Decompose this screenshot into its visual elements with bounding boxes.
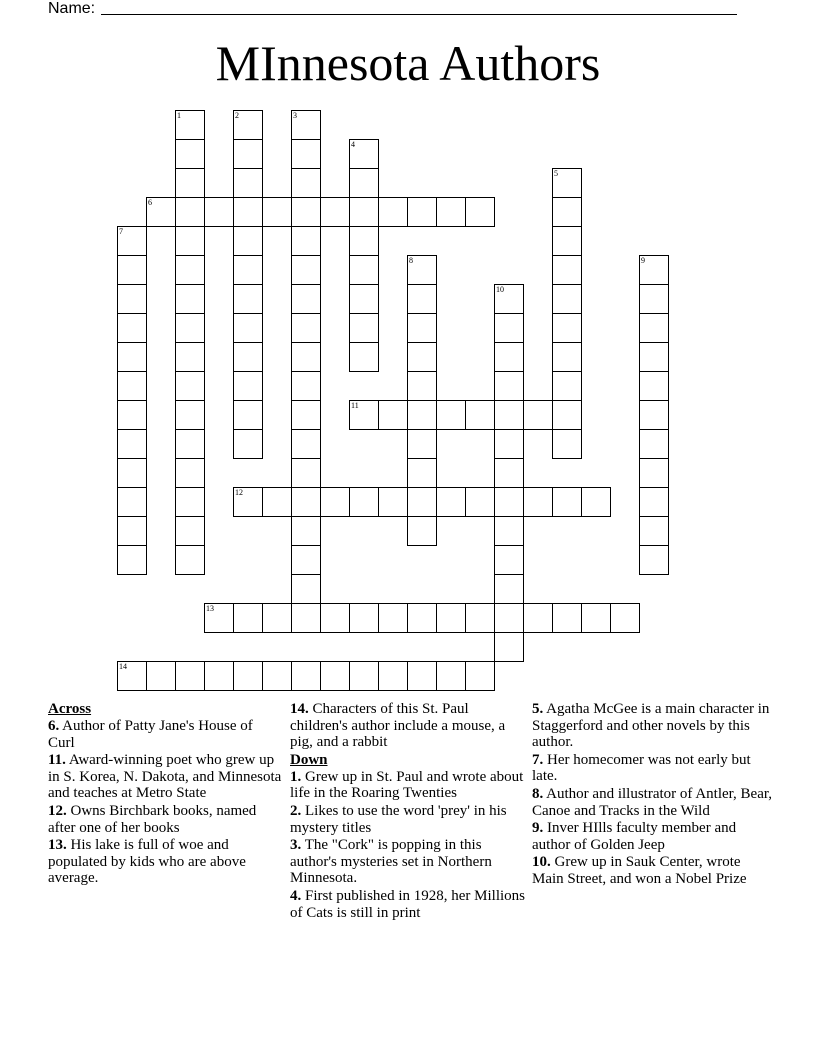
- grid-cell[interactable]: [146, 197, 176, 227]
- grid-cell[interactable]: [291, 371, 321, 401]
- grid-cell[interactable]: [233, 603, 263, 633]
- clue-number: 9.: [532, 820, 544, 837]
- grid-cell[interactable]: [378, 661, 408, 691]
- down-clue: [290, 888, 528, 921]
- cell-number: 14: [119, 662, 127, 671]
- clue-number: 12.: [48, 802, 67, 819]
- down-clue: [290, 803, 528, 836]
- grid-cell[interactable]: [349, 168, 379, 198]
- grid-cell[interactable]: [175, 545, 205, 575]
- clue-number: 8.: [532, 785, 544, 802]
- grid-cell[interactable]: [175, 197, 205, 227]
- grid-cell[interactable]: [291, 603, 321, 633]
- grid-cell[interactable]: [291, 458, 321, 488]
- grid-cell[interactable]: [552, 342, 582, 372]
- grid-cell[interactable]: [117, 545, 147, 575]
- clue-text: Inver HIlls faculty member and author of Golden Jeep: [532, 820, 737, 853]
- clue-number: 4.: [290, 887, 302, 904]
- grid-cell[interactable]: [552, 197, 582, 227]
- grid-cell[interactable]: [552, 313, 582, 343]
- grid-cell[interactable]: [639, 284, 669, 314]
- grid-cell[interactable]: [291, 429, 321, 459]
- clue-text: Grew up in St. Paul and wrote about life in the Roaring Twenties: [290, 768, 524, 802]
- grid-cell[interactable]: [320, 197, 350, 227]
- grid-cell[interactable]: [494, 516, 524, 546]
- grid-cell[interactable]: [262, 603, 292, 633]
- grid-cell[interactable]: [117, 487, 147, 517]
- grid-cell[interactable]: [233, 168, 263, 198]
- grid-cell[interactable]: [175, 284, 205, 314]
- grid-cell[interactable]: [175, 458, 205, 488]
- grid-cell[interactable]: [146, 661, 176, 691]
- grid-cell[interactable]: [465, 197, 495, 227]
- clue-number: 5.: [532, 701, 544, 717]
- cell-number: 6: [148, 198, 152, 207]
- grid-cell[interactable]: [233, 284, 263, 314]
- grid-cell[interactable]: [233, 197, 263, 227]
- grid-cell[interactable]: [117, 313, 147, 343]
- down-heading: Down: [290, 751, 328, 768]
- grid-cell[interactable]: [233, 487, 263, 517]
- grid-cell[interactable]: [494, 632, 524, 662]
- grid-cell[interactable]: [494, 487, 524, 517]
- grid-cell[interactable]: [349, 487, 379, 517]
- grid-cell[interactable]: [320, 603, 350, 633]
- clues-column-2: [290, 701, 528, 922]
- grid-cell[interactable]: [291, 284, 321, 314]
- grid-cell[interactable]: [175, 255, 205, 285]
- down-clue: [532, 854, 772, 887]
- clue-text: Author of Patty Jane's House of Curl: [48, 718, 253, 751]
- down-clue: [532, 786, 772, 819]
- grid-cell[interactable]: [552, 429, 582, 459]
- grid-cell[interactable]: [610, 603, 640, 633]
- cell-number: 9: [641, 256, 645, 265]
- clue-text: His lake is full of woe and populated by kids who are above average.: [48, 837, 246, 887]
- across-clue: [48, 837, 283, 887]
- grid-cell[interactable]: [349, 313, 379, 343]
- clues-column-3: [532, 701, 772, 889]
- grid-cell[interactable]: [494, 429, 524, 459]
- cell-number: 4: [351, 140, 355, 149]
- grid-cell[interactable]: [378, 487, 408, 517]
- grid-cell[interactable]: [204, 661, 234, 691]
- grid-cell[interactable]: [639, 487, 669, 517]
- grid-cell[interactable]: [175, 487, 205, 517]
- grid-cell[interactable]: [204, 197, 234, 227]
- grid-cell[interactable]: [117, 458, 147, 488]
- grid-cell[interactable]: [233, 342, 263, 372]
- grid-cell[interactable]: [117, 371, 147, 401]
- clue-number: 2.: [290, 802, 302, 819]
- down-clue: [532, 820, 772, 853]
- clue-number: 6.: [48, 718, 60, 734]
- clue-text: Grew up in Sauk Center, wrote Main Street, and won a Nobel Prize: [532, 854, 747, 887]
- clue-text: Author and illustrator of Antler, Bear, Canoe and Tracks in the Wild: [532, 785, 772, 819]
- across-heading: Across: [48, 701, 92, 717]
- grid-cell[interactable]: [407, 516, 437, 546]
- clue-number: 11.: [48, 752, 66, 769]
- clue-text: Agatha McGee is a main character in Staggerford and other novels by this author.: [532, 701, 770, 751]
- down-clue-list: [290, 769, 528, 921]
- grid-cell[interactable]: [639, 516, 669, 546]
- grid-cell[interactable]: [552, 284, 582, 314]
- grid-cell[interactable]: [117, 400, 147, 430]
- grid-cell[interactable]: [407, 661, 437, 691]
- grid-cell[interactable]: [552, 400, 582, 430]
- grid-cell[interactable]: [175, 313, 205, 343]
- grid-cell[interactable]: [117, 342, 147, 372]
- across-clue: [48, 752, 283, 802]
- grid-cell[interactable]: [552, 255, 582, 285]
- clue-text: Likes to use the word 'prey' in his mystery titles: [290, 802, 507, 836]
- grid-cell[interactable]: [175, 371, 205, 401]
- grid-cell[interactable]: [349, 661, 379, 691]
- grid-cell[interactable]: [494, 545, 524, 575]
- grid-cell[interactable]: [117, 661, 147, 691]
- grid-cell[interactable]: [407, 400, 437, 430]
- down-clue: [532, 701, 772, 751]
- grid-cell[interactable]: [465, 661, 495, 691]
- grid-cell[interactable]: [407, 603, 437, 633]
- grid-cell[interactable]: [233, 429, 263, 459]
- grid-cell[interactable]: [175, 342, 205, 372]
- grid-cell[interactable]: [494, 342, 524, 372]
- grid-cell[interactable]: [436, 661, 466, 691]
- grid-cell[interactable]: [262, 487, 292, 517]
- grid-cell[interactable]: [407, 284, 437, 314]
- grid-cell[interactable]: [175, 400, 205, 430]
- clue-text: Owns Birchbark books, named after one of her books: [48, 802, 257, 836]
- grid-cell[interactable]: [349, 284, 379, 314]
- grid-cell[interactable]: [175, 226, 205, 256]
- cell-number: 2: [235, 111, 239, 120]
- grid-cell[interactable]: [407, 458, 437, 488]
- grid-cell[interactable]: [175, 110, 205, 140]
- grid-cell[interactable]: [349, 226, 379, 256]
- grid-cell[interactable]: [552, 168, 582, 198]
- grid-cell[interactable]: [639, 342, 669, 372]
- grid-cell[interactable]: [436, 487, 466, 517]
- grid-cell[interactable]: [291, 661, 321, 691]
- grid-cell[interactable]: [233, 226, 263, 256]
- cell-number: 7: [119, 227, 123, 236]
- grid-cell[interactable]: [407, 197, 437, 227]
- cell-number: 8: [409, 256, 413, 265]
- grid-cell[interactable]: [378, 603, 408, 633]
- grid-cell[interactable]: [117, 429, 147, 459]
- grid-cell[interactable]: [233, 371, 263, 401]
- cell-number: 10: [496, 285, 504, 294]
- grid-cell[interactable]: [291, 574, 321, 604]
- grid-cell[interactable]: [552, 371, 582, 401]
- grid-cell[interactable]: [349, 603, 379, 633]
- grid-cell[interactable]: [291, 226, 321, 256]
- grid-cell[interactable]: [117, 284, 147, 314]
- grid-cell[interactable]: [291, 487, 321, 517]
- grid-cell[interactable]: [349, 400, 379, 430]
- grid-cell[interactable]: [117, 516, 147, 546]
- grid-cell[interactable]: [291, 168, 321, 198]
- grid-cell[interactable]: [407, 429, 437, 459]
- grid-cell[interactable]: [175, 516, 205, 546]
- clue-number: 14.: [290, 701, 309, 717]
- grid-cell[interactable]: [407, 342, 437, 372]
- clue-text: The "Cork" is popping in this author's mysteries set in Northern Minnesota.: [290, 837, 492, 887]
- grid-cell[interactable]: [494, 574, 524, 604]
- grid-cell[interactable]: [465, 603, 495, 633]
- grid-cell[interactable]: [233, 110, 263, 140]
- down-clue: [290, 837, 528, 887]
- grid-cell[interactable]: [262, 661, 292, 691]
- grid-cell[interactable]: [494, 313, 524, 343]
- cell-number: 11: [351, 401, 359, 410]
- grid-cell[interactable]: [639, 429, 669, 459]
- grid-cell[interactable]: [320, 661, 350, 691]
- grid-cell[interactable]: [204, 603, 234, 633]
- grid-cell[interactable]: [233, 661, 263, 691]
- across-clue: [48, 718, 283, 751]
- grid-cell[interactable]: [291, 110, 321, 140]
- clue-text: Characters of this St. Paul children's author include a mouse, a pig, and a rabbit: [290, 701, 506, 751]
- grid-cell[interactable]: [523, 487, 553, 517]
- grid-cell[interactable]: [349, 255, 379, 285]
- down-clue: [290, 769, 528, 802]
- grid-cell[interactable]: [291, 342, 321, 372]
- grid-cell[interactable]: [407, 487, 437, 517]
- down-clue-list-continued: [532, 701, 772, 888]
- grid-cell[interactable]: [552, 603, 582, 633]
- grid-cell[interactable]: [262, 197, 292, 227]
- across-clue: [48, 803, 283, 836]
- grid-cell[interactable]: [378, 400, 408, 430]
- grid-cell[interactable]: [436, 603, 466, 633]
- grid-cell[interactable]: [552, 487, 582, 517]
- grid-cell[interactable]: [581, 487, 611, 517]
- grid-cell[interactable]: [291, 197, 321, 227]
- grid-cell[interactable]: [233, 255, 263, 285]
- grid-cell[interactable]: [465, 487, 495, 517]
- across-clue-list-continued: [290, 701, 528, 751]
- grid-cell[interactable]: [523, 603, 553, 633]
- grid-cell[interactable]: [291, 400, 321, 430]
- grid-cell[interactable]: [291, 139, 321, 169]
- grid-cell[interactable]: [407, 313, 437, 343]
- grid-cell[interactable]: [175, 168, 205, 198]
- grid-cell[interactable]: [349, 139, 379, 169]
- grid-cell[interactable]: [494, 400, 524, 430]
- grid-cell[interactable]: [291, 255, 321, 285]
- grid-cell[interactable]: [378, 197, 408, 227]
- cell-number: 13: [206, 604, 214, 613]
- clue-text: First published in 1928, her Millions of Cats is still in print: [290, 887, 526, 921]
- grid-cell[interactable]: [291, 545, 321, 575]
- clue-number: 3.: [290, 837, 302, 854]
- grid-cell[interactable]: [233, 313, 263, 343]
- grid-cell[interactable]: [436, 197, 466, 227]
- cell-number: 1: [177, 111, 181, 120]
- grid-cell[interactable]: [175, 429, 205, 459]
- grid-cell[interactable]: [494, 603, 524, 633]
- grid-cell[interactable]: [175, 661, 205, 691]
- across-clue: [290, 701, 528, 751]
- grid-cell[interactable]: [523, 400, 553, 430]
- grid-cell[interactable]: [639, 313, 669, 343]
- grid-cell[interactable]: [639, 400, 669, 430]
- grid-cell[interactable]: [494, 458, 524, 488]
- across-clue-list: [48, 718, 283, 887]
- page-title: MInnesota Authors: [215, 35, 601, 91]
- grid-cell[interactable]: [291, 313, 321, 343]
- grid-cell[interactable]: [639, 255, 669, 285]
- grid-cell[interactable]: [581, 603, 611, 633]
- clue-number: 13.: [48, 837, 67, 854]
- clue-number: 7.: [532, 751, 544, 768]
- name-label: Name:: [48, 0, 96, 17]
- grid-cell[interactable]: [407, 255, 437, 285]
- grid-cell[interactable]: [349, 342, 379, 372]
- cell-number: 3: [293, 111, 297, 120]
- grid-cell[interactable]: [494, 371, 524, 401]
- cell-number: 12: [235, 488, 243, 497]
- grid-cell[interactable]: [639, 545, 669, 575]
- grid-cell[interactable]: [175, 139, 205, 169]
- grid-cell[interactable]: [117, 226, 147, 256]
- grid-cell[interactable]: [233, 139, 263, 169]
- grid-cell[interactable]: [436, 400, 466, 430]
- grid-cell[interactable]: [639, 458, 669, 488]
- clue-number: 10.: [532, 854, 551, 871]
- clue-text: Her homecomer was not early but late.: [532, 751, 751, 785]
- grid-cell[interactable]: [494, 284, 524, 314]
- grid-cell[interactable]: [117, 255, 147, 285]
- grid-cell[interactable]: [552, 226, 582, 256]
- clues-column-1: [48, 701, 283, 888]
- grid-cell[interactable]: [407, 371, 437, 401]
- clue-number: 1.: [290, 768, 302, 785]
- grid-cell[interactable]: [291, 516, 321, 546]
- grid-cell[interactable]: [465, 400, 495, 430]
- grid-cell[interactable]: [349, 197, 379, 227]
- grid-cell[interactable]: [233, 400, 263, 430]
- grid-cell[interactable]: [320, 487, 350, 517]
- clue-text: Award-winning poet who grew up in S. Korea, N. Dakota, and Minnesota and teaches at Metro State: [48, 752, 282, 802]
- grid-cell[interactable]: [639, 371, 669, 401]
- cell-number: 5: [554, 169, 558, 178]
- down-clue: [532, 752, 772, 785]
